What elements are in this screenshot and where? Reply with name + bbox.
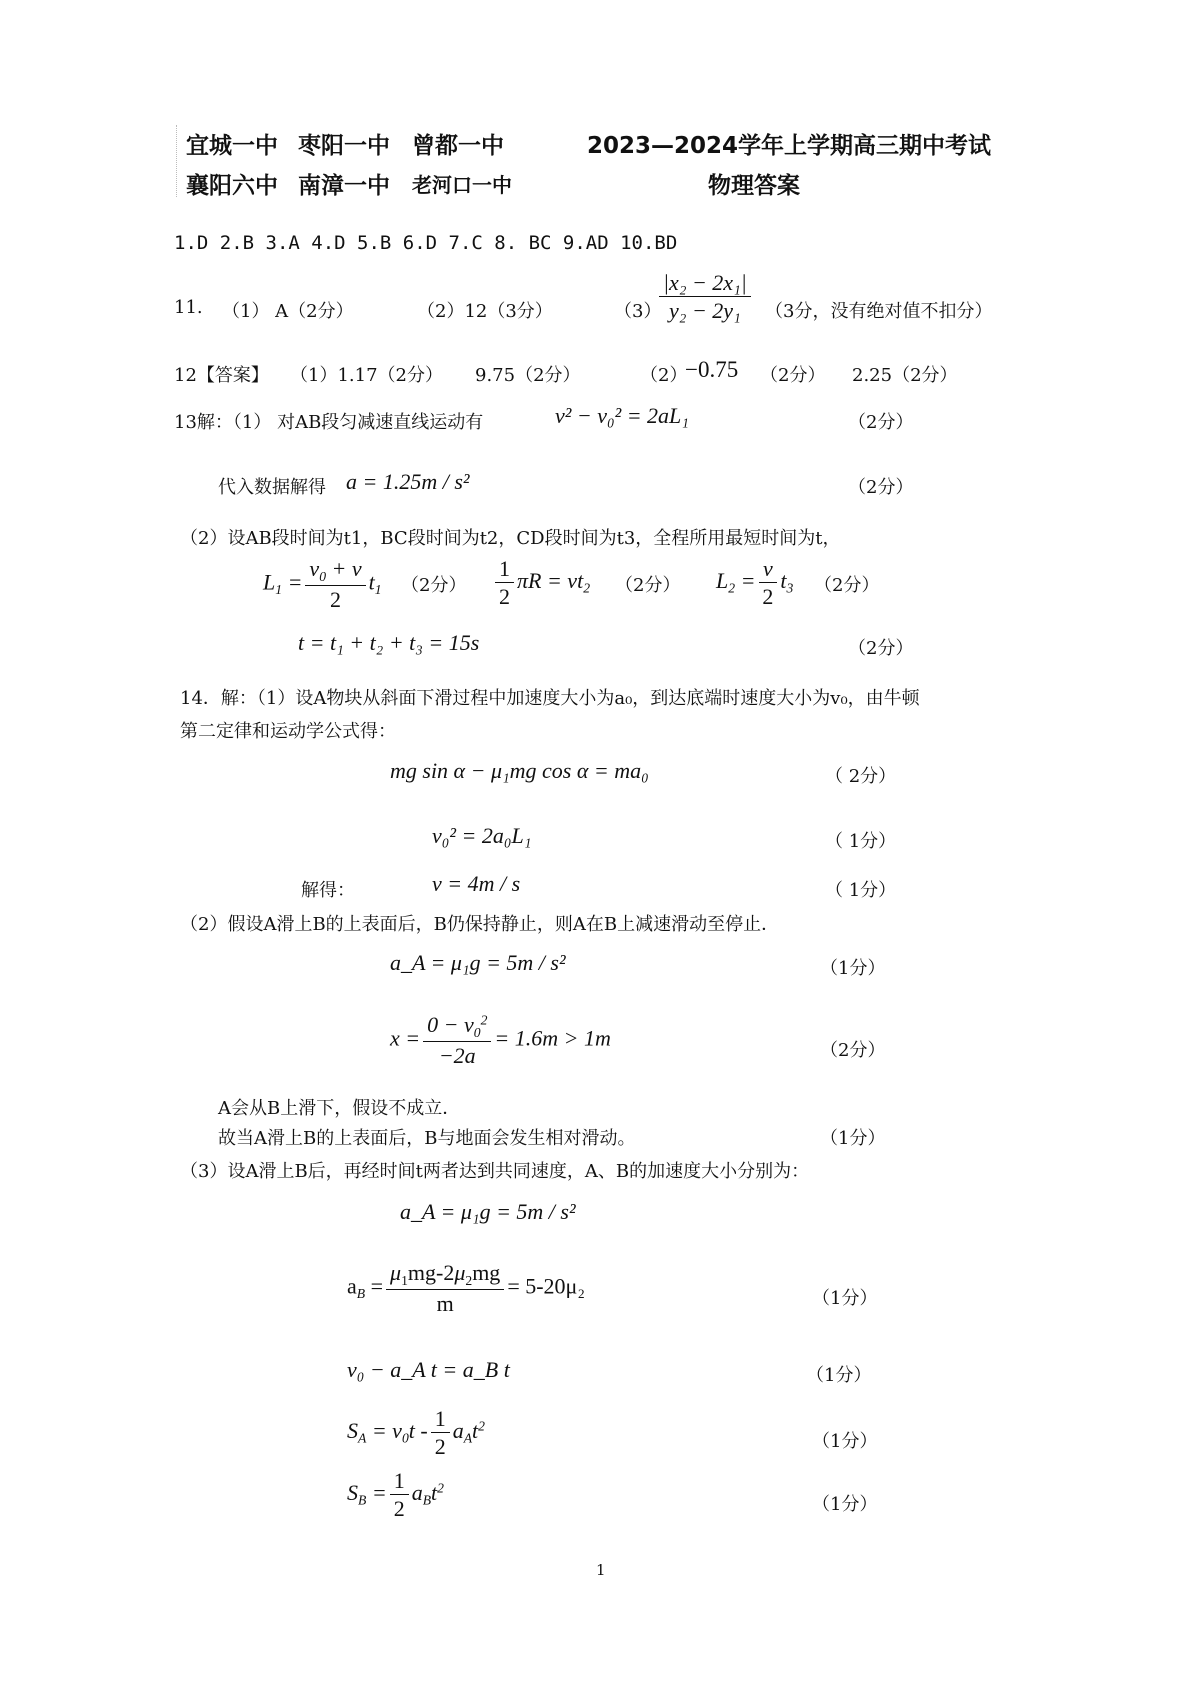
header-margin-line bbox=[176, 125, 177, 197]
q12-p2-score: （2分） bbox=[760, 365, 826, 386]
q14-part2-text: （2）假设A滑上B的上表面后，B仍保持静止，则A在B上减速滑动至停止． bbox=[180, 914, 780, 935]
q14-intro-2: 第二定律和运动学公式得： bbox=[180, 721, 396, 742]
q11-frac-den: y₂ − 2y₁ bbox=[669, 298, 741, 324]
q12-p2: （2） bbox=[640, 365, 688, 386]
q14-score-concl: （1分） bbox=[820, 1128, 886, 1149]
q13-score-L2: （2分） bbox=[814, 575, 880, 596]
q13-score-arc: （2分） bbox=[615, 575, 681, 596]
q14-eq10: $S_B$ = $\frac{1}{2}$ $a_Bt^2$ bbox=[347, 1468, 444, 1522]
q14-eq4: a_A = μ₁g = 5m / s² bbox=[390, 950, 566, 975]
q11-part1: （1） A（2分） bbox=[222, 301, 354, 322]
q12-label: 12【答案】 bbox=[174, 365, 269, 386]
q14-part2-conclusion-1: A会从B上滑下，假设不成立． bbox=[218, 1098, 461, 1119]
school-5: 南漳一中 bbox=[298, 173, 390, 199]
page-number: 1 bbox=[596, 1561, 606, 1579]
q14-score-eq9: （1分） bbox=[812, 1431, 878, 1452]
q13-score-1: （2分） bbox=[848, 412, 914, 433]
q14-eq7-rhs: = 5-20μ₂ bbox=[507, 1273, 586, 1299]
q14-eq6: a_A = μ₁g = 5m / s² bbox=[400, 1199, 576, 1224]
q14-score-eq5: （2分） bbox=[820, 1040, 886, 1061]
q14-score-eq10: （1分） bbox=[812, 1494, 878, 1515]
q13-eq-L2: $L_2$ = $\frac{v}{2}$ $t_3$ bbox=[716, 556, 794, 610]
q11-part3: （3） bbox=[614, 301, 662, 322]
q11-label: 11. bbox=[174, 297, 203, 318]
q13-score-L1: （2分） bbox=[401, 575, 467, 596]
q13-eq-arc: $\frac{1}{2}$ $\pi R = vt_2$ bbox=[492, 556, 590, 610]
q14-score-eq8: （1分） bbox=[806, 1365, 872, 1386]
q14-score-eq3: （ 1分） bbox=[825, 880, 897, 901]
q14-eq3: v = 4m / s bbox=[432, 871, 521, 896]
q12-p2b: 2.25（2分） bbox=[852, 365, 958, 386]
school-6: 老河口一中 bbox=[412, 173, 512, 197]
q14-eq5-rhs: = 1.6m > 1m bbox=[494, 1025, 611, 1051]
q12-p1a: （1）1.17（2分） bbox=[290, 365, 443, 386]
q13-line2-text: 代入数据解得 bbox=[218, 477, 326, 498]
q14-part2-conclusion-2: 故当A滑上B的上表面后，B与地面会发生相对滑动。 bbox=[218, 1128, 636, 1149]
q14-score-eq1: （ 2分） bbox=[825, 766, 897, 787]
q13-score-2: （2分） bbox=[848, 477, 914, 498]
q14-intro-1: 14．解：（1）设A物块从斜面下滑过程中加速度大小为a₀，到达底端时速度大小为v₀，由牛顿 bbox=[180, 688, 920, 709]
q14-score-eq2: （ 1分） bbox=[825, 831, 897, 852]
school-1: 宜城一中 bbox=[186, 133, 278, 159]
q14-eq7: $a_B$ = $\frac{\mu_1mg-2\mu_2mg}{m}$ = 5-20μ₂ bbox=[347, 1260, 586, 1317]
q13-score-total: （2分） bbox=[848, 638, 914, 659]
q14-score-eq7: （1分） bbox=[812, 1288, 878, 1309]
q12-p1b: 9.75（2分） bbox=[475, 365, 581, 386]
q12-p2-value: −0.75 bbox=[685, 357, 739, 382]
q11-fraction bbox=[656, 270, 754, 324]
exam-title: 2023—2024学年上学期高三期中考试 bbox=[587, 133, 992, 159]
q14-eq9: $S_A = v_0t$ - $\frac{1}{2}$ $a_At^2$ bbox=[347, 1406, 485, 1460]
q14-solve-label: 解得： bbox=[301, 880, 355, 901]
q13-line1-text: 13解：（1） 对AB段匀减速直线运动有 bbox=[174, 412, 484, 433]
mc-answers: 1.D 2.B 3.A 4.D 5.B 6.D 7.C 8. BC 9.AD 10.BD bbox=[174, 232, 678, 254]
q14-score-eq4: （1分） bbox=[820, 958, 886, 979]
q11-part2: （2）12（3分） bbox=[417, 301, 553, 322]
q13-eq1: v² − v₀² = 2aL₁ bbox=[555, 403, 689, 428]
q13-line3-text: （2）设AB段时间为t1，BC段时间为t2，CD段时间为t3，全程所用最短时间为t， bbox=[180, 528, 841, 549]
q14-part3-text: （3）设A滑上B后，再经时间t两者达到共同速度，A、B的加速度大小分别为： bbox=[180, 1161, 810, 1182]
q11-frac-num: |x₂ − 2x₁| bbox=[659, 270, 751, 297]
school-4: 襄阳六中 bbox=[186, 173, 278, 199]
q13-eq-L1: $L_1$ = $\frac{v_0 + v}{2}$ $t_1$ bbox=[263, 556, 382, 613]
q14-eq8: v₀ − a_A t = a_B t bbox=[347, 1357, 510, 1382]
subject-title: 物理答案 bbox=[708, 173, 800, 199]
school-2: 枣阳一中 bbox=[298, 133, 390, 159]
q14-eq2: v₀² = 2a₀L₁ bbox=[432, 823, 532, 848]
q11-note: （3分，没有绝对值不扣分） bbox=[765, 301, 993, 322]
school-3: 曾都一中 bbox=[412, 133, 504, 159]
q13-eq-total: t = t₁ + t₂ + t₃ = 15s bbox=[298, 630, 480, 655]
q14-eq5: x = $\frac{0 - v_0^2}{-2a}$ = 1.6m > 1m bbox=[390, 1012, 611, 1069]
q14-eq1: mg sin α − μ₁mg cos α = ma₀ bbox=[390, 758, 649, 783]
q13-eq2: a = 1.25m / s² bbox=[346, 469, 470, 494]
